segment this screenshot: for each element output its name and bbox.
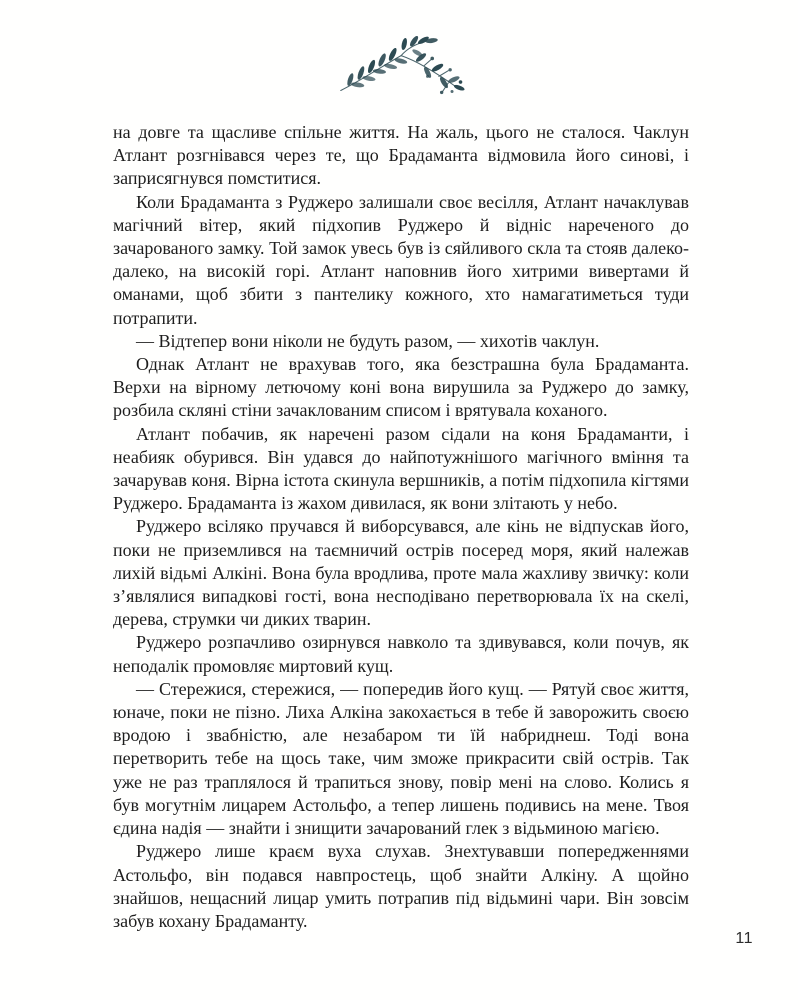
paragraph: — Стережися, стережися, — попередив його кущ. — Рятуй своє життя, юначе, поки не пізно. Лиха Алкіна закохається в тебе й заворожить своєю вродою і звабністю, але незабаром ти їй набриднеш. Тоді вона перетворить тебе на щось таке, чим зможе прикрасити свій острів. Так уже не раз траплялося й трапиться знову, повір мені на слово. Колись я був могутнім лицарем Астольфо, а тепер лишень подивись на мене. Твоя єдина надія — знайти і знищити зачарований глек з відьминою магією.: [113, 678, 689, 839]
paragraph: Однак Атлант не врахував того, яка безстрашна була Брадаманта. Верхи на вірному летючому коні вона вирушила за Руджеро до замку, розбила скляні стіни зачаклованим списом і врятувала коханого.: [113, 354, 689, 421]
paragraph: — Відтепер вони ніколи не будуть разом, — хихотів чаклун.: [136, 330, 600, 351]
paragraph: Атлант побачив, як наречені разом сідали на коня Брадаманти, і неабияк обурився. Він удався до найпотужнішого магічного вміння та зачарував коня. Вірна істота скинула вершників, а потім підхопила кігтями Руджеро. Брадаманта із жахом дивилася, як вони злітають у небо.: [113, 423, 689, 514]
page-number: 11: [735, 930, 753, 947]
laurel-branch-icon: [337, 36, 469, 96]
paragraph: Руджеро лише краєм вуха слухав. Знехтувавши попередженнями Астольфо, він подався навпростець, щоб знайти Алкіну. А щойно знайшов, нещасний лицар умить потрапив під відьмині чари. Він зовсім забув кохану Брадаманту.: [113, 841, 689, 931]
paragraph: Руджеро розпачливо озирнувся навколо та здивувався, коли почув, як неподалік промовляє миртовий кущ.: [113, 632, 689, 676]
paragraph: Руджеро всіляко пручався й виборсувався, але кінь не відпускав його, поки не приземлився на таємничий острів посеред моря, який належав лихій відьмі Алкіні. Вона була вродлива, проте мала жахливу звичку: коли з’являлися випадкові гості, вона несподівано перетворювала їх на скелі, дерева, струмки чи диких тварин.: [113, 516, 689, 630]
paragraph: Коли Брадаманта з Руджеро залишали своє весілля, Атлант начаклував магічний вітер, який підхопив Руджеро й відніс нареченого до зачарованого замку. Той замок увесь був із сяйливого скла та стояв далеко-далеко, на високій горі. Атлант наповнив його хитрими вивертами й оманами, щоб збити з пантелику кожного, хто намагатиметься туди потрапити.: [113, 191, 689, 328]
body-text: [113, 121, 689, 933]
paragraph: на довге та щасливе спільне життя. На жаль, цього не сталося. Чаклун Атлант розгнівався через те, що Брадаманта відмовила його синові, і заприсягнувся помститися.: [113, 122, 689, 189]
